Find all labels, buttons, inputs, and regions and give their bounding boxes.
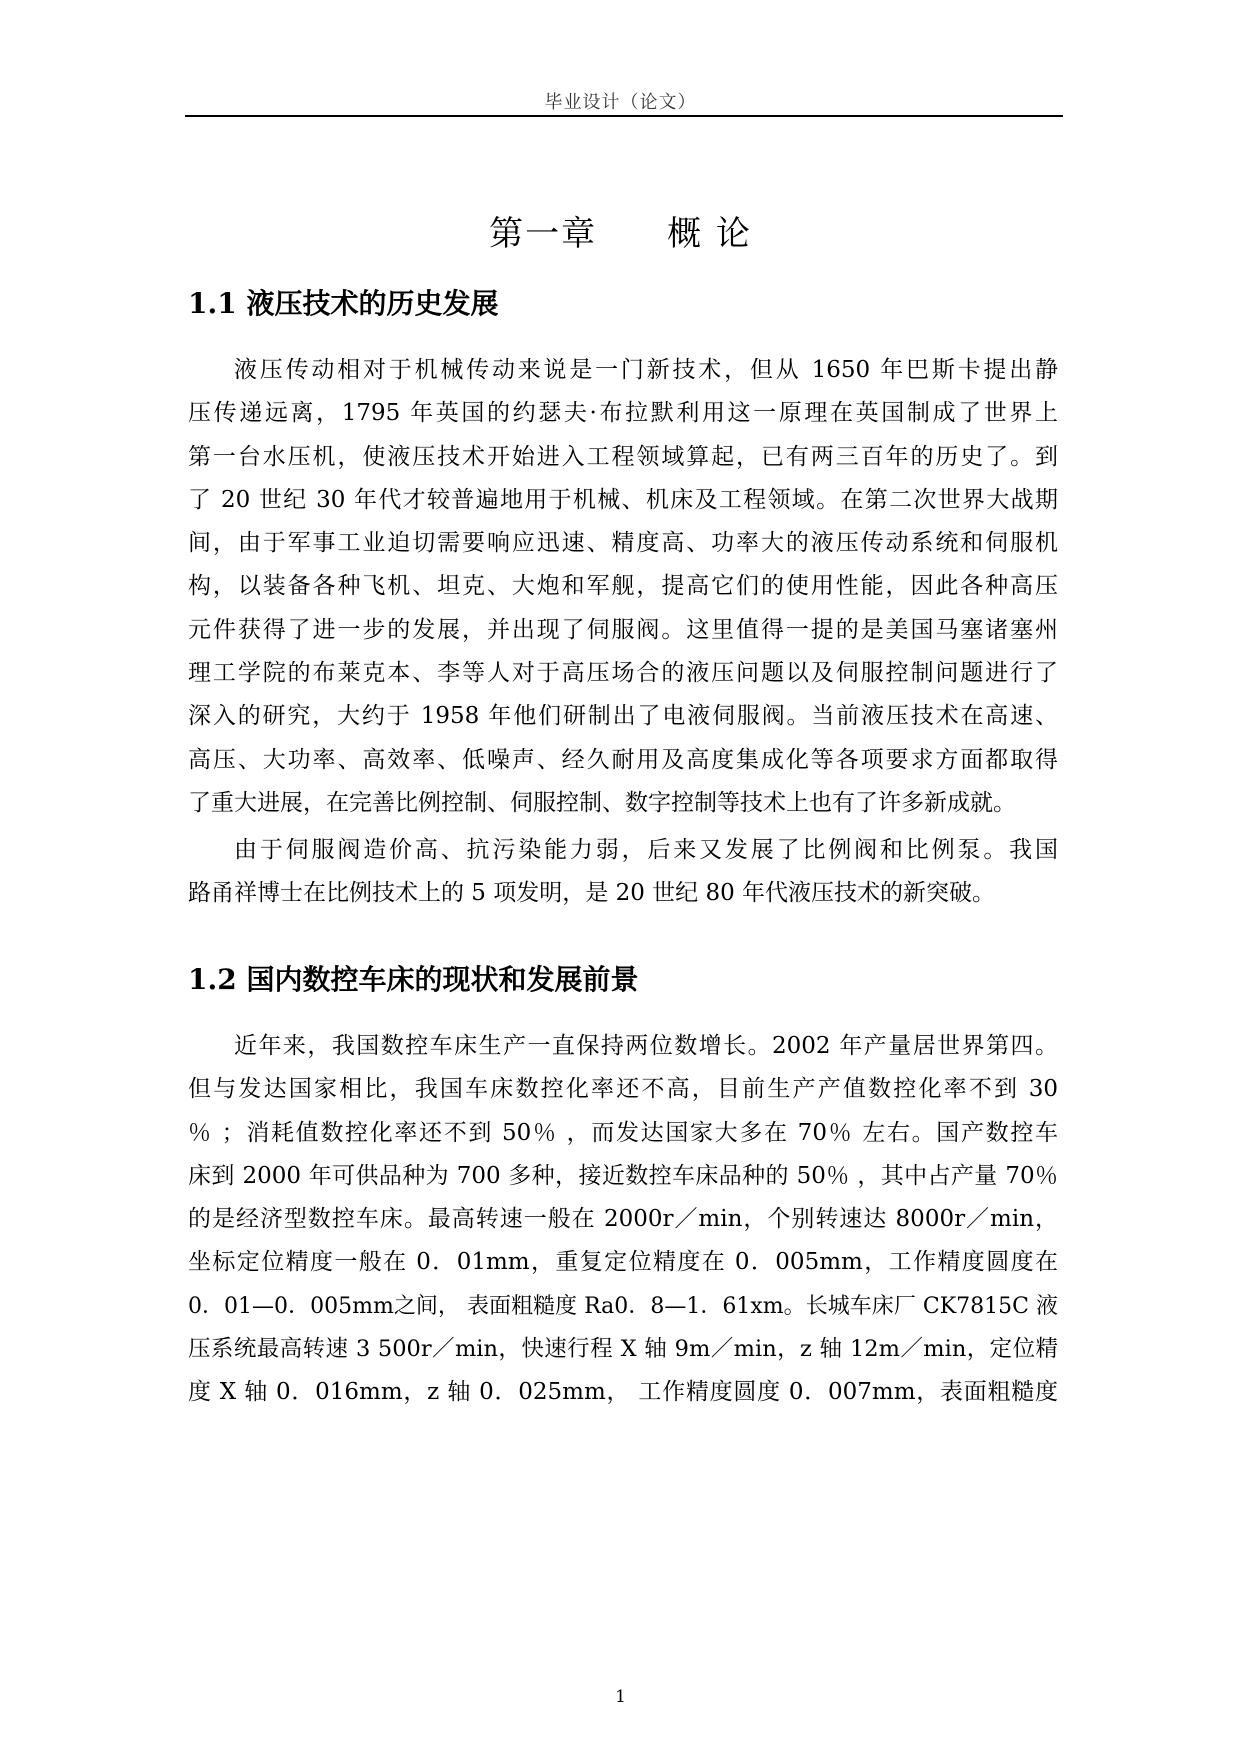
chapter-name: 概 论 — [667, 214, 752, 254]
paragraph-1-1-a — [188, 349, 1058, 825]
text-line: 构，以装备各种飞机、坦克、大炮和军舰，提高它们的使用性能，因此各种高压 — [188, 573, 1058, 600]
text-line: 近年来，我国数控车床生产一直保持两位数增长。2002 年产量居世界第四。 — [234, 1033, 1058, 1059]
text-line: ％ ；消耗值数控化率还不到 50％ ，而发达国家大多在 70％ 左右。国产数控车 — [188, 1119, 1058, 1146]
text-line: 了重大进展，在完善比例控制、伺服控制、数字控制等技术上也有了许多新成就。 — [188, 789, 1016, 816]
section-heading-1-2: 1.2 国内数控车床的现状和发展前景 — [188, 963, 639, 996]
chapter-title — [0, 206, 1241, 255]
text-line: 床到 2000 年可供品种为 700 多种，接近数控车床品种的 50％ ，其中占产量 70％ — [188, 1162, 1058, 1189]
page-number: 1 — [615, 1687, 626, 1707]
text-line: 0．01—0．005mm之间， 表面粗糙度 Ra0．8—1．61xm。长城车床厂 CK7815C 液 — [188, 1293, 1058, 1319]
text-line: 高压、大功率、高效率、低噪声、经久耐用及高度集成化等各项要求方面都取得 — [188, 746, 1058, 773]
text-line: 压系统最高转速 3 500r／min，快速行程 X 轴 9m／min，z 轴 12m／min，定位精 — [188, 1336, 1058, 1363]
text-line: 液压传动相对于机械传动来说是一门新技术，但从 1650 年巴斯卡提出静 — [234, 357, 1058, 383]
text-line: 的是经济型数控车床。最高转速一般在 2000r／min，个别转速达 8000r／min， — [188, 1206, 1058, 1233]
text-line: 深入的研究，大约于 1958 年他们研制出了电液伺服阀。当前液压技术在高速、 — [188, 703, 1058, 730]
chapter-number: 第一章 — [489, 214, 598, 254]
paragraph-1-2-a — [188, 1025, 1058, 1415]
paragraph-1-1-b — [188, 829, 1058, 916]
text-line: 路甬祥博士在比例技术上的 5 项发明，是 20 世纪 80 年代液压技术的新突破。 — [188, 880, 996, 907]
header-rule — [185, 115, 1063, 117]
text-line: 理工学院的布莱克本、李等人对于高压场合的液压问题以及伺服控制问题进行了 — [188, 660, 1058, 687]
text-line: 度 X 轴 0．016mm，z 轴 0．025mm， 工作精度圆度 0．007mm，表面粗糙度 — [188, 1379, 1058, 1406]
text-line: 但与发达国家相比，我国车床数控化率还不高，目前生产产值数控化率不到 30 — [188, 1076, 1058, 1103]
section-heading-1-1: 1.1 液压技术的历史发展 — [188, 287, 499, 320]
text-line: 元件获得了进一步的发展，并出现了伺服阀。这里值得一提的是美国马塞诸塞州 — [188, 616, 1058, 643]
text-line: 由于伺服阀造价高、抗污染能力弱，后来又发展了比例阀和比例泵。我国 — [234, 837, 1058, 863]
text-line: 了 20 世纪 30 年代才较普遍地用于机械、机床及工程领域。在第二次世界大战期 — [188, 486, 1058, 513]
text-line: 坐标定位精度一般在 0．01mm，重复定位精度在 0．005mm，工作精度圆度在 — [188, 1249, 1058, 1276]
text-line: 压传递远离，1795 年英国的约瑟夫·布拉默利用这一原理在英国制成了世界上 — [188, 400, 1058, 427]
text-line: 第一台水压机，使液压技术开始进入工程领域算起，已有两三百年的历史了。到 — [188, 443, 1058, 470]
text-line: 间，由于军事工业迫切需要响应迅速、精度高、功率大的液压传动系统和伺服机 — [188, 530, 1058, 557]
running-header: 毕业设计（论文） — [544, 92, 697, 113]
